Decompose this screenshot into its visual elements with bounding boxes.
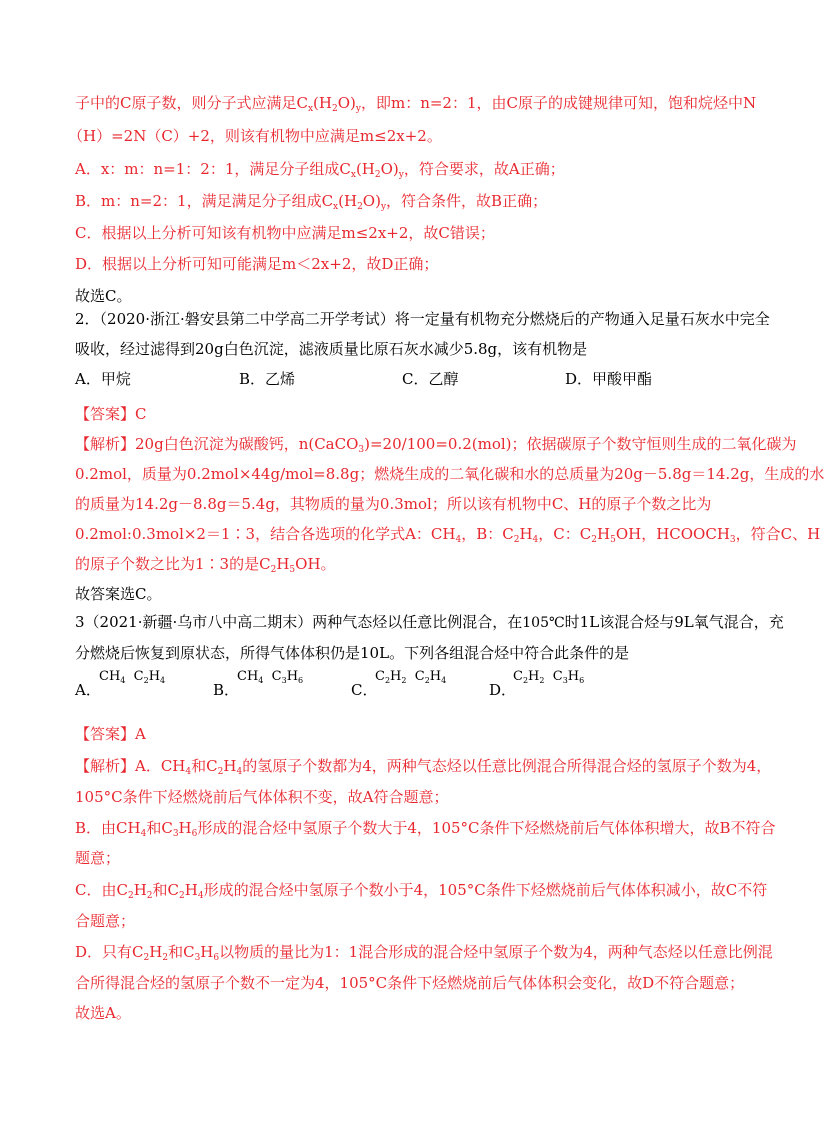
prev-solution-line-1: 子中的C原子数，则分子式应满足$C_x(H_2O)_y$，即m：n=2：1，由C原子的成键规律可知，饱和烷烃中N [75,94,757,114]
prev-conclusion: 故选C。 [75,287,132,305]
q2-analysis-line-1: 【解析】20g白色沉淀为碳酸钙，n(CaCO$_3$)=20/100=0.2(mol)；依据碳原子个数守恒则生成的二氧化碳为 [75,435,797,455]
q2-options [75,369,755,389]
q3-option-c-formula: $C_2H_2$ $C_2H_4$ [375,669,447,685]
q2-answer: 【答案】C [75,405,147,423]
q3-analysis-b-line-1: B．由$CH_4$和$C_3H_6$形成的混合烃中氢原子个数大于4，105°C条件下烃燃烧前后气体体积增大，故B不符合 [75,819,776,839]
prev-option-c: C．根据以上分析可知该有机物中应满足m≤2x+2，故C错误； [75,224,495,242]
q2-stem-line-2: 吸收，经过滤得到20g白色沉淀，滤液质量比原石灰水减少5.8g，该有机物是 [75,340,588,358]
q3-option-c: C． [351,681,378,699]
prev-option-d: D．根据以上分析可知可能满足m＜2x+2，故D正确； [75,255,439,273]
q3-option-d-formula: $C_2H_2$ $C_3H_6$ [513,669,585,685]
q2-stem-line-1: 2．（2020·浙江·磐安县第二中学高二开学考试）将一定量有机物充分燃烧后的产物通入足量石灰水中完全 [75,310,770,328]
prev-solution-line-2: （H）=2N（C）+2，则该有机物中应满足m≤2x+2。 [68,127,442,145]
q2-option-b: B．乙烯 [239,370,296,388]
prev-option-a: A．x：m：n=1：2：1，满足分子组成$C_x(H_2O)_y$，符合要求，故A正确； [75,160,565,180]
q3-option-d: D． [489,681,517,699]
q3-analysis-c-line-1: C．由$C_2H_2$和$C_2H_4$形成的混合烃中氢原子个数小于4，105°C条件下烃燃烧前后气体体积减小，故C不符 [75,881,768,901]
q3-stem-line-2: 分燃烧后恢复到原状态，所得气体体积仍是10L。下列各组混合烃中符合此条件的是 [75,644,630,662]
q3-analysis-a-line-2: 105°C条件下烃燃烧前后气体体积不变，故A符合题意； [75,788,449,806]
q2-conclusion: 故答案选C。 [75,585,162,603]
prev-option-b: B．m：n=2：1，满足满足分子组成$C_x(H_2O)_y$，符合条件，故B正确； [75,192,548,212]
q3-stem-line-1: 3（2021·新疆·乌市八中高二期末）两种气态烃以任意比例混合，在105℃时1L该混合烃与9L氧气混合，充 [75,613,784,631]
q2-analysis-line-2: 0.2mol，质量为0.2mol×44g/mol=8.8g；燃烧生成的二氧化碳和水的总质量为20g－5.8g＝14.2g，生成的水 [75,465,824,483]
q2-option-c: C．乙醇 [402,370,459,388]
q3-option-a-formula: $CH_4$ $C_2H_4$ [99,669,166,685]
q3-conclusion: 故选A。 [75,1004,131,1022]
q3-answer: 【答案】A [75,725,146,743]
q2-analysis-line-3: 的质量为14.2g－8.8g＝5.4g，其物质的量为0.3mol；所以该有机物中C、H的原子个数之比为 [75,495,712,513]
q2-analysis-line-4: 0.2mol:0.3mol×2＝1∶3，结合各选项的化学式A：$CH_4$，B：$C_2H_4$，C：$C_2H_5OH$，$HCOOCH_3$，符合C、H [75,525,821,545]
q3-analysis-a-line-1: 【解析】A．$CH_4$和$C_2H_4$的氢原子个数都为4，两种气态烃以任意比例混合所得混合烃的氢原子个数为4， [75,757,772,777]
q3-option-b: B． [213,681,240,699]
q2-option-a: A．甲烷 [75,370,131,388]
q3-analysis-d-line-1: D．只有$C_2H_2$和$C_3H_6$以物质的量比为1：1混合形成的混合烃中氢原子个数为4，两种气态烃以任意比例混 [75,943,773,963]
q3-analysis-b-line-2: 题意； [75,849,121,867]
q2-option-d: D．甲酸甲酯 [565,370,653,388]
q3-analysis-d-line-2: 合所得混合烃的氢原子个数不一定为4，105°C条件下烃燃烧前后气体体积会变化，故D不符合题意； [75,974,745,992]
q3-analysis-c-line-2: 合题意； [75,912,136,930]
q3-option-a: A． [75,681,101,699]
q3-option-b-formula: $CH_4$ $C_3H_6$ [237,669,304,685]
q2-analysis-line-5: 的原子个数之比为1∶3的是$C_2H_5OH$。 [75,555,336,575]
